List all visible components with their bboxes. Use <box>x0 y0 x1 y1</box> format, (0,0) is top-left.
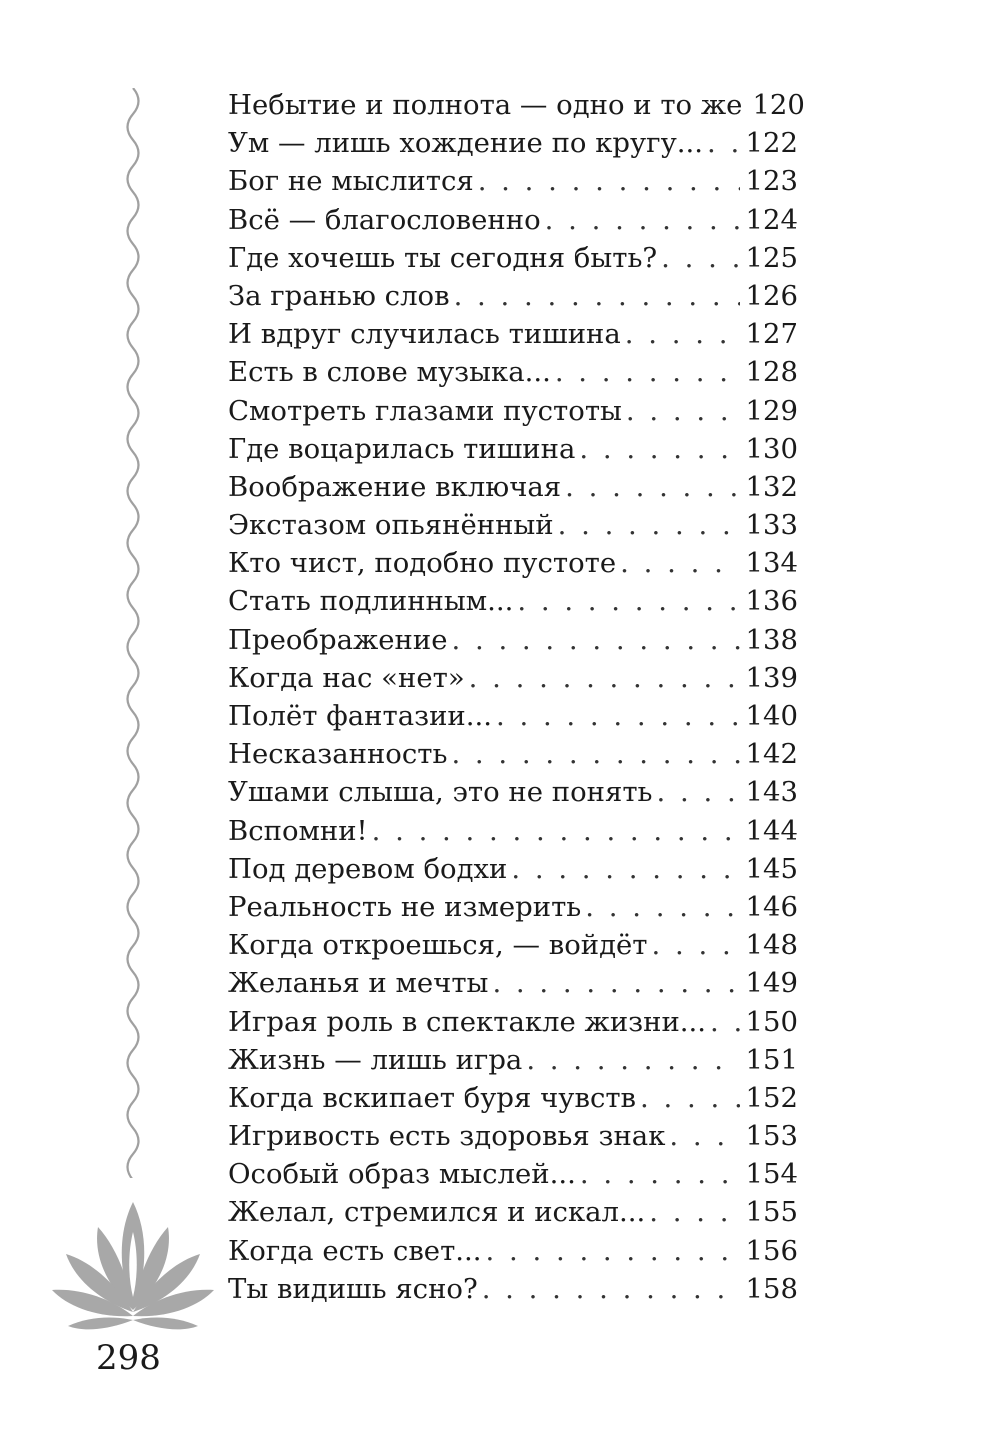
toc-entry-title: Воображение включая <box>228 470 562 503</box>
toc-entry <box>228 468 798 506</box>
toc-entry <box>228 812 798 850</box>
toc-entry-title: Когда нас «нет» <box>228 661 465 694</box>
toc-entry <box>228 1041 798 1079</box>
dot-leader <box>707 124 740 162</box>
toc-entry-title: Когда есть свет... <box>228 1234 482 1267</box>
toc-entry <box>228 353 798 391</box>
dot-leader <box>454 277 740 315</box>
toc-entry <box>228 697 798 735</box>
toc-entry-page: 130 <box>745 432 798 465</box>
toc-entry-title: Всё — благословенно <box>228 203 541 236</box>
toc-entry-page: 152 <box>745 1081 798 1114</box>
toc-entry-title: Ты видишь ясно? <box>228 1272 478 1305</box>
toc-entry-title: Ушами слыша, это не понять <box>228 776 653 809</box>
toc-entry <box>228 1193 798 1231</box>
dot-leader <box>657 773 740 811</box>
toc-entry <box>228 239 798 277</box>
toc-entry-title: Небытие и полнота — одно и то же <box>228 89 743 121</box>
toc-entry <box>228 1003 798 1041</box>
toc-entry <box>228 659 798 697</box>
toc-entry-page: 123 <box>745 165 798 198</box>
toc-entry-page: 146 <box>745 890 798 923</box>
toc-entry-page: 139 <box>745 661 798 694</box>
toc-entry <box>228 315 798 353</box>
toc-entry <box>228 392 798 430</box>
toc-entry-title: Преображение <box>228 623 448 656</box>
dot-leader <box>625 315 740 353</box>
toc-entry-title: Есть в слове музыка... <box>228 356 551 389</box>
toc-entry-page: 124 <box>745 203 798 236</box>
toc-entry <box>228 582 798 620</box>
page-number: 298 <box>96 1338 161 1378</box>
toc-entry-title: Игривость есть здоровья знак <box>228 1120 666 1153</box>
toc-entry-page: 128 <box>745 356 798 389</box>
toc-entry-page: 155 <box>745 1196 798 1229</box>
dot-leader <box>640 1079 739 1117</box>
toc-entry-page: 136 <box>745 585 798 618</box>
dot-leader <box>478 162 740 200</box>
dot-leader <box>451 735 739 773</box>
toc-entry-page: 144 <box>745 814 798 847</box>
toc-entry-title: Полёт фантазии... <box>228 700 492 732</box>
toc-entry <box>228 1270 798 1308</box>
toc-entry <box>228 162 798 200</box>
toc-entry-page: 126 <box>745 279 798 312</box>
toc-entry-page: 129 <box>745 394 798 427</box>
toc-entry <box>228 926 798 964</box>
dot-leader <box>517 582 739 620</box>
toc-entry-page: 149 <box>745 967 798 1000</box>
dot-leader <box>451 621 739 659</box>
toc-entry <box>228 850 798 888</box>
dot-leader <box>545 201 740 239</box>
dot-leader <box>482 1270 740 1308</box>
toc-entry <box>228 964 798 1002</box>
toc-entry-title: И вдруг случилась тишина <box>228 318 621 351</box>
toc-entry-title: Ум — лишь хождение по кругу... <box>228 127 703 160</box>
toc-entry-page: 140 <box>745 700 798 732</box>
toc-entry-title: Несказанность <box>228 738 448 771</box>
toc-entry <box>228 621 798 659</box>
toc-entry-page: 145 <box>745 852 798 885</box>
dot-leader <box>661 239 739 277</box>
toc-entry-page: 133 <box>745 509 798 542</box>
toc-entry-page: 132 <box>745 470 798 503</box>
toc-entry-page: 150 <box>745 1005 798 1038</box>
toc-entry-title: Бог не мыслится <box>228 165 474 198</box>
dot-leader <box>511 850 739 888</box>
toc-entry-title: Когда откроешься, — войдёт <box>228 929 648 962</box>
toc-entry-title: Вспомни! <box>228 814 368 847</box>
toc-entry <box>228 277 798 315</box>
toc-entry-title: За гранью слов <box>228 279 450 312</box>
toc-entry-title: Желанья и мечты <box>228 967 489 1000</box>
toc-entry-page: 158 <box>745 1272 798 1305</box>
toc-entry-title: Экстазом опьянённый <box>228 509 554 542</box>
toc-entry-title: Где хочешь ты сегодня быть? <box>228 241 658 274</box>
toc-entry <box>228 201 798 239</box>
toc-entry-page: 134 <box>745 547 798 580</box>
toc-entry-title: Под деревом бодхи <box>228 852 508 885</box>
dot-leader <box>580 1155 740 1193</box>
dot-leader <box>649 1193 739 1231</box>
toc-entry-title: Где воцарилась тишина <box>228 432 576 465</box>
dot-leader <box>710 1003 739 1041</box>
toc-entry <box>228 1232 798 1270</box>
dot-leader <box>585 888 739 926</box>
toc-entry <box>228 773 798 811</box>
toc-entry-title: Стать подлинным... <box>228 585 514 618</box>
toc-entry <box>228 86 805 124</box>
toc-entry <box>228 430 798 468</box>
toc-entry-page: 120 <box>752 89 805 121</box>
toc-entry-title: Когда вскипает буря чувств <box>228 1081 637 1114</box>
toc-entry <box>228 735 798 773</box>
dot-leader <box>626 392 740 430</box>
toc-entry <box>228 888 798 926</box>
dot-leader <box>558 506 740 544</box>
toc-entry-page: 122 <box>745 127 798 160</box>
toc-entry-title: Кто чист, подобно пустоте <box>228 547 617 580</box>
wavy-vine-border <box>118 88 148 1178</box>
toc-entry-page: 127 <box>745 318 798 351</box>
dot-leader <box>526 1041 739 1079</box>
toc-entry-page: 143 <box>745 776 798 809</box>
toc-entry <box>228 506 798 544</box>
dot-leader <box>555 353 740 391</box>
dot-leader <box>579 430 739 468</box>
table-of-contents <box>228 86 805 1308</box>
toc-entry-page: 125 <box>745 241 798 274</box>
toc-entry <box>228 544 798 582</box>
dot-leader <box>496 697 740 735</box>
dot-leader <box>372 812 740 850</box>
toc-entry-page: 154 <box>745 1158 798 1191</box>
toc-entry <box>228 1079 798 1117</box>
toc-entry <box>228 124 798 162</box>
toc-entry-title: Жизнь — лишь игра <box>228 1043 523 1076</box>
dot-leader <box>565 468 739 506</box>
dot-leader <box>486 1232 740 1270</box>
toc-entry-title: Смотреть глазами пустоты <box>228 394 622 427</box>
toc-entry-page: 156 <box>745 1234 798 1267</box>
dot-leader <box>652 926 740 964</box>
toc-entry-title: Желал, стремился и искал... <box>228 1196 646 1229</box>
dot-leader <box>492 964 739 1002</box>
toc-entry <box>228 1155 798 1193</box>
toc-entry-title: Реальность не измерить <box>228 890 582 923</box>
lotus-ornament <box>48 1192 218 1342</box>
toc-entry-page: 153 <box>745 1120 798 1153</box>
toc-entry-page: 142 <box>745 738 798 771</box>
dot-leader <box>669 1117 739 1155</box>
toc-entry-page: 138 <box>745 623 798 656</box>
toc-entry-title: Играя роль в спектакле жизни... <box>228 1005 707 1038</box>
dot-leader <box>620 544 739 582</box>
toc-entry-page: 151 <box>745 1043 798 1076</box>
toc-entry-page: 148 <box>745 929 798 962</box>
dot-leader <box>469 659 740 697</box>
toc-entry <box>228 1117 798 1155</box>
toc-entry-title: Особый образ мыслей... <box>228 1158 576 1191</box>
